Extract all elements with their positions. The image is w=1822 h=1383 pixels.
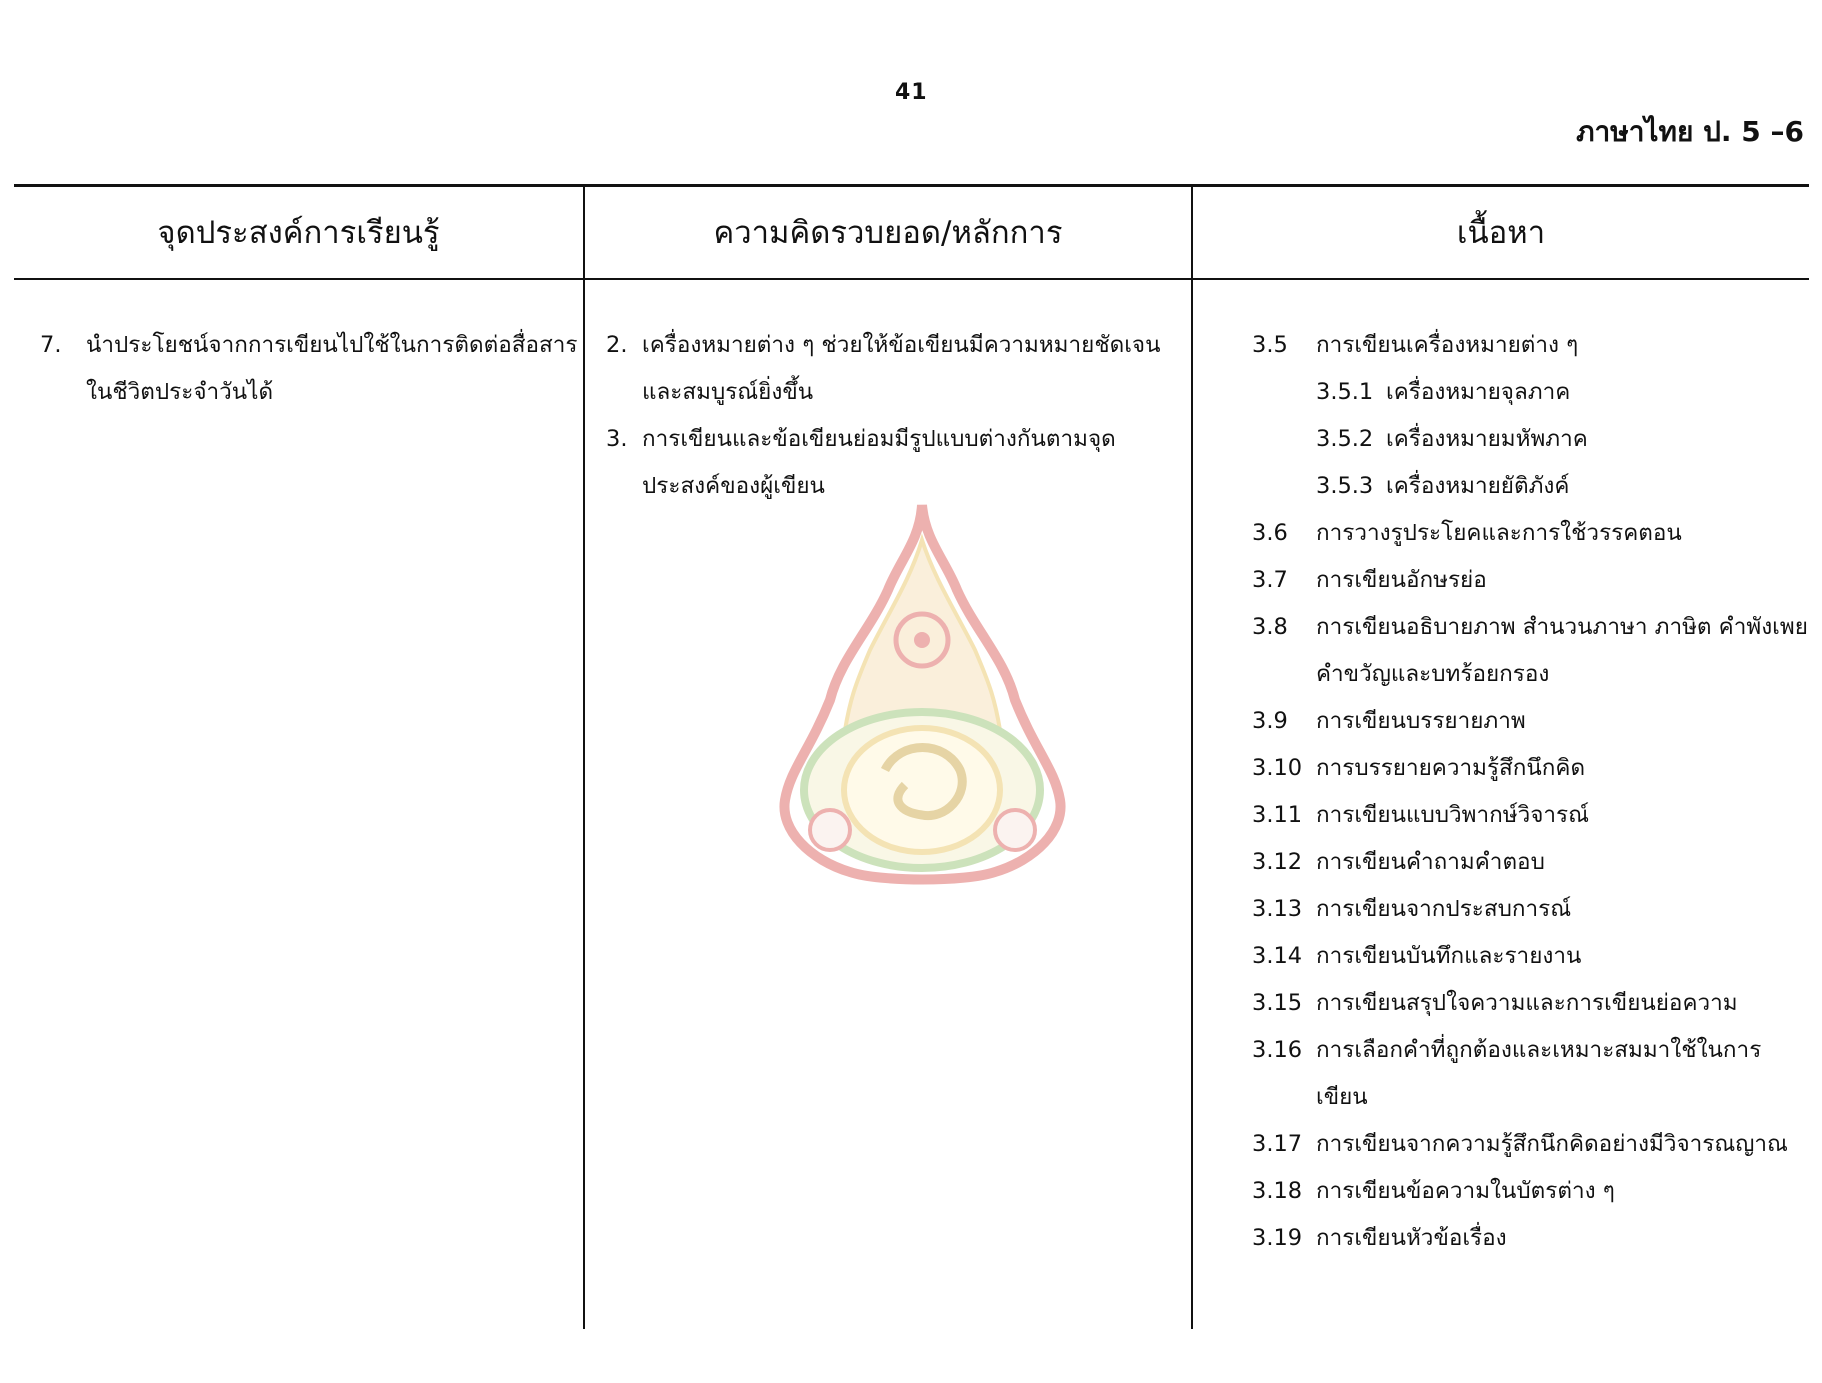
content-item [1252,604,1812,698]
content-number: 3.6 [1252,520,1288,546]
content-text: การเขียนจากความรู้สึกนึกคิดอย่างมีวิจารณญาณ [1316,1131,1788,1157]
content-number: 3.8 [1252,614,1288,640]
content-item [1252,510,1812,557]
concept-item [606,416,1186,510]
header-content: เนื้อหา [1456,215,1546,251]
content-item [1252,980,1812,1027]
content-text: เครื่องหมายจุลภาค [1386,379,1571,405]
content-item [1252,1027,1812,1121]
content-item [1252,839,1812,886]
concept-text: เครื่องหมายต่าง ๆ ช่วยให้ข้อเขียนมีความหมายชัดเจนและสมบูรณ์ยิ่งขึ้น [642,332,1161,405]
content-number: 3.17 [1252,1131,1303,1157]
content-number: 3.9 [1252,708,1288,734]
concept-number: 2. [606,332,628,358]
content-item [1252,792,1812,839]
content-text: เครื่องหมายยัติภังค์ [1386,473,1570,499]
content-subitem [1252,416,1812,463]
objective-item [40,322,580,416]
content-text: การเขียนข้อความในบัตรต่าง ๆ [1316,1178,1615,1204]
header-objectives: จุดประสงค์การเรียนรู้ [157,215,440,251]
header-concepts: ความคิดรวบยอด/หลักการ [713,215,1063,251]
content-item [1252,1168,1812,1215]
content-text: เครื่องหมายมหัพภาค [1386,426,1588,452]
content-number: 3.13 [1252,896,1303,922]
content-text: การเขียนบันทึกและรายงาน [1316,943,1582,969]
content-item [1252,933,1812,980]
content-item [1252,745,1812,792]
content-number: 3.16 [1252,1037,1303,1063]
concept-item [606,322,1186,416]
content-item [1252,1121,1812,1168]
content-text: การเขียนเครื่องหมายต่าง ๆ [1316,332,1579,358]
content-text: การเขียนหัวข้อเรื่อง [1316,1225,1507,1251]
content-text: การเขียนจากประสบการณ์ [1316,896,1572,922]
concepts-column [606,322,1186,510]
content-subitem [1252,369,1812,416]
objective-number: 7. [40,332,62,358]
content-number: 3.5.1 [1316,379,1374,405]
content-subitem [1252,463,1812,510]
content-text: การเขียนสรุปใจความและการเขียนย่อความ [1316,990,1738,1016]
content-item [1252,322,1812,369]
content-item [1252,557,1812,604]
content-text: การเขียนแบบวิพากษ์วิจารณ์ [1316,802,1590,828]
concept-number: 3. [606,426,628,452]
content-number: 3.5.2 [1316,426,1374,452]
content-text: การเขียนบรรยายภาพ [1316,708,1526,734]
content-text: การเลือกคำที่ถูกต้องและเหมาะสมมาใช้ในการเขียน [1316,1037,1762,1110]
page-number: 41 [895,80,928,105]
content-number: 3.7 [1252,567,1288,593]
content-column [1252,322,1812,1262]
content-number: 3.15 [1252,990,1303,1016]
concept-text: การเขียนและข้อเขียนย่อมมีรูปแบบต่างกันตามจุดประสงค์ของผู้เขียน [642,426,1116,499]
content-number: 3.14 [1252,943,1303,969]
column-divider-1 [583,186,585,1329]
column-divider-2 [1191,186,1193,1329]
table-header-rule [14,278,1809,280]
content-text: การเขียนคำถามคำตอบ [1316,849,1545,875]
content-item [1252,1215,1812,1262]
content-number: 3.12 [1252,849,1303,875]
content-number: 3.5 [1252,332,1288,358]
content-number: 3.10 [1252,755,1303,781]
subject-title: ภาษาไทย ป. 5 –6 [1576,115,1804,148]
content-number: 3.18 [1252,1178,1303,1204]
content-text: การเขียนอักษรย่อ [1316,567,1487,593]
objective-text: นำประโยชน์จากการเขียนไปใช้ในการติดต่อสื่อสารในชีวิตประจำวันได้ [86,332,578,405]
content-item [1252,698,1812,745]
office-seal-watermark-icon [770,500,1075,890]
content-text: การเขียนอธิบายภาพ สำนวนภาษา ภาษิต คำพังเพยคำขวัญและบทร้อยกรอง [1316,614,1808,687]
content-number: 3.19 [1252,1225,1303,1251]
content-number: 3.11 [1252,802,1303,828]
content-number: 3.5.3 [1316,473,1374,499]
content-text: การบรรยายความรู้สึกนึกคิด [1316,755,1586,781]
objectives-column [40,322,580,416]
content-item [1252,886,1812,933]
content-text: การวางรูประโยคและการใช้วรรคตอน [1316,520,1682,546]
